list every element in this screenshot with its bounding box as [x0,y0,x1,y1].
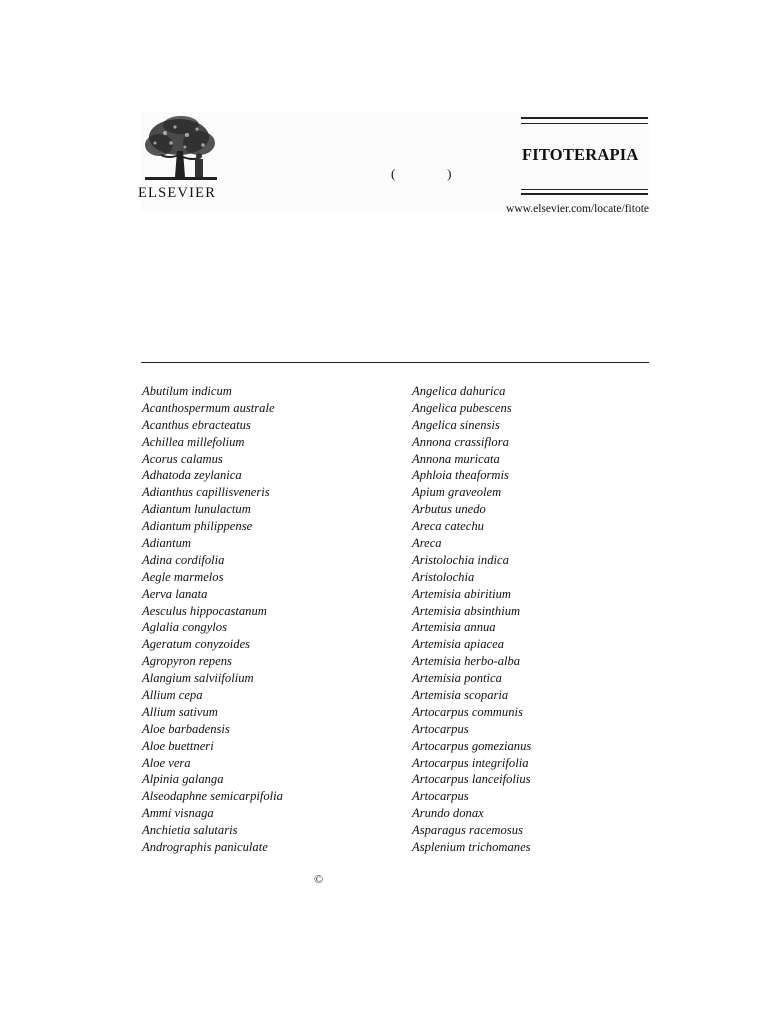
species-name: Areca [412,536,442,551]
species-name: Aglalia congylos [142,620,227,635]
species-name: Allium sativum [142,704,218,719]
species-name: Artocarpus [412,721,469,736]
species-name: Andrographis paniculate [142,840,268,855]
species-name: Angelica sinensis [412,417,500,432]
species-name: Artemisia scoparia [412,688,509,703]
species-name: Artocarpus communis [412,704,523,719]
species-name: Aloe buettneri [142,738,214,753]
species-name: Arundo donax [412,806,484,821]
species-name: Adina cordifolia [142,552,225,567]
species-name: Annona crassiflora [412,434,509,449]
species-name: Agropyron repens [142,654,232,669]
species-name: Adiantum lunulactum [142,502,251,517]
species-name: Adiantum [142,536,191,551]
species-name: Artemisia abiritium [412,586,512,601]
species-name: Aesculus hippocastanum [142,603,267,618]
elsevier-tree-logo-icon [141,115,221,185]
species-name: Ageratum conyzoides [142,637,251,652]
species-name: Artocarpus lanceifolius [412,772,531,787]
species-name: Artemisia apiacea [412,637,504,652]
species-name: Angelica pubescens [412,400,512,415]
species-name: Achillea millefolium [142,434,245,449]
species-name: Arbutus unedo [412,502,486,517]
species-name: Adhatoda zeylanica [142,468,242,483]
species-name: Asplenium trichomanes [412,840,531,855]
species-name: Allium cepa [142,688,203,703]
copyright-symbol: © [314,872,324,886]
species-name: Asparagus racemosus [412,823,523,838]
species-name: Adiantum philippense [142,519,253,534]
species-name: Aphloia theaformis [412,468,509,483]
species-name: Apium graveolem [412,485,502,500]
section-divider [141,362,649,363]
species-name: Aloe barbadensis [142,721,230,736]
species-name: Artemisia herbo-alba [412,654,521,669]
species-name: Alangium salviifolium [142,671,254,686]
publisher-name: ELSEVIER [138,185,217,201]
species-name: Aristolochia [412,569,475,584]
journal-title: FITOTERAPIA [522,145,639,164]
species-name: Aegle marmelos [142,569,224,584]
species-name: Annona muricata [412,451,500,466]
title-rule-top-thin [521,123,648,124]
title-rule-bottom [521,193,648,195]
species-name: Artemisia absinthium [412,603,521,618]
species-name: Artocarpus gomezianus [412,738,532,753]
species-list-right [412,383,531,856]
species-name: Artocarpus integrifolia [412,755,529,770]
species-name: Ammi visnaga [142,806,214,821]
species-name: Acanthospermum australe [142,400,275,415]
species-name: Artemisia pontica [412,671,502,686]
title-rule-bottom-thin [521,189,648,190]
species-name: Aloe vera [142,755,191,770]
species-name: Acanthus ebracteatus [142,417,251,432]
species-name: Aerva lanata [142,586,208,601]
species-name: Areca catechu [412,519,484,534]
species-name: Anchietia salutaris [142,823,238,838]
journal-url-link[interactable]: www.elsevier.com/locate/fitote [506,203,649,215]
species-name: Abutilum indicum [142,384,232,398]
species-name: Artemisia annua [412,620,496,635]
species-name: Alseodaphne semicarpifolia [142,789,283,804]
species-list-left [142,383,283,856]
species-name: Artocarpus [412,789,469,804]
species-name: Acorus calamus [142,451,223,466]
journal-issue-parens: ( ) [391,166,452,181]
species-name: Adianthus capillisveneris [142,485,270,500]
title-rule-top [521,117,648,119]
species-name: Alpinia galanga [142,772,224,787]
species-name: Aristolochia indica [412,552,509,567]
species-name: Angelica dahurica [412,384,506,398]
